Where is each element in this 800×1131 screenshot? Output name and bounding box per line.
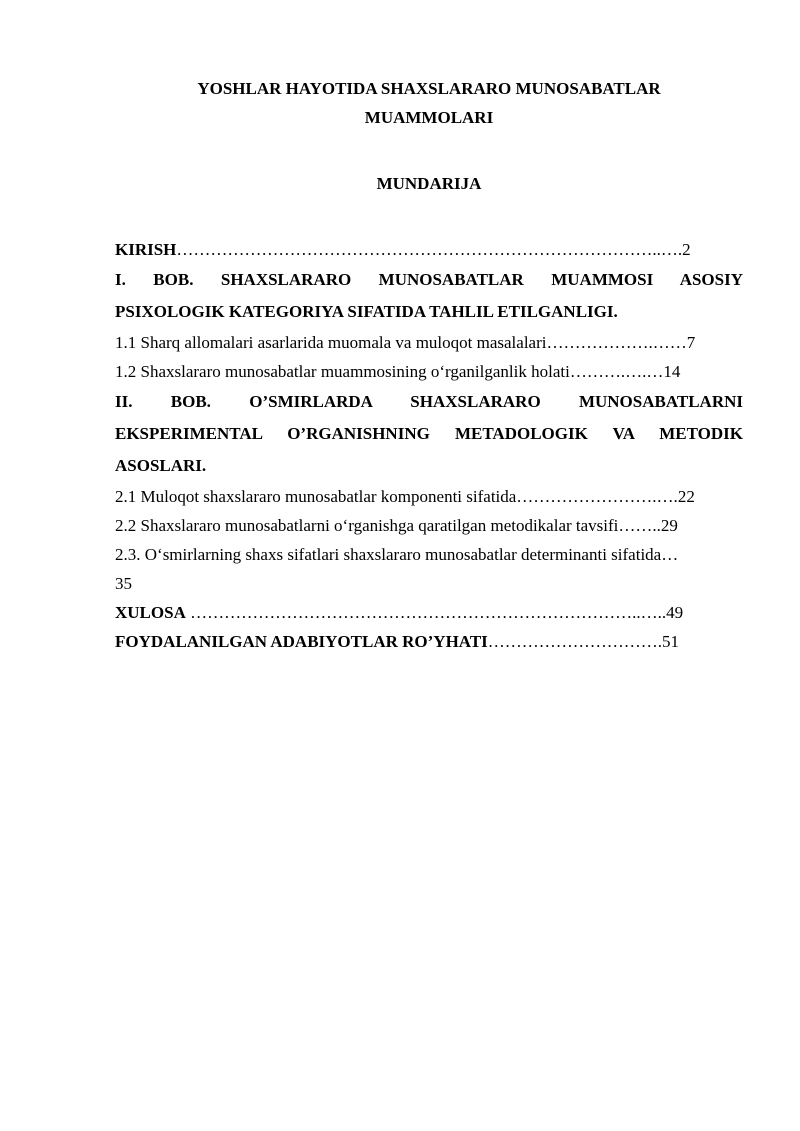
toc-chapter-2[interactable] [115, 386, 743, 482]
toc-entry-label: FOYDALANILGAN ADABIYOTLAR RO’YHATI [115, 632, 488, 651]
toc-entry-page: 7 [686, 333, 696, 352]
contents-heading: MUNDARIJA [376, 174, 482, 193]
toc-entry-page: 49 [666, 603, 684, 622]
toc-entry-2-3[interactable] [115, 540, 743, 598]
toc-entry-leader: …………………………. [487, 632, 663, 651]
toc-entry-text: 1.1 Sharq allomalari asarlarida muomala va muloqot masalalari……………….…… [115, 333, 687, 352]
toc-entry-page: 22 [677, 487, 695, 506]
toc-entry-text: 2.2 Shaxslararo munosabatlarni o‘rganishga qaratilgan metodikalar tavsifi…….. [115, 516, 661, 535]
toc-chapter-1-line-2: PSIXOLOGIK KATEGORIYA SIFATIDA TAHLIL ETILGANLIGI. [115, 302, 618, 321]
toc-entry-xulosa[interactable] [115, 598, 743, 627]
toc-entry-label: XULOSA [115, 603, 186, 622]
toc-entry-text: 1.2 Shaxslararo munosabatlar muammosining o‘rganilganlik holati……….….… [115, 362, 664, 381]
document-title-line-2: MUAMMOLARI [364, 108, 494, 127]
toc-entry-leader: …………………………………………………………………………..…. [176, 240, 683, 259]
toc-entry-1-1[interactable] [115, 328, 743, 357]
toc-entry-page: 29 [660, 516, 678, 535]
toc-entry-text: 2.3. O‘smirlarning shaxs sifatlari shaxslararo munosabatlar determinanti sifatida… [115, 545, 679, 564]
toc-chapter-2-line-3: ASOSLARI. [115, 456, 207, 475]
toc-chapter-1-line-1: I. BOB. SHAXSLARARO MUNOSABATLAR MUAMMOSI ASOSIY [115, 270, 743, 289]
toc-entry-text: 2.1 Muloqot shaxslararo munosabatlar komponenti sifatida…………………….…. [115, 487, 678, 506]
toc-chapter-1[interactable] [115, 264, 743, 328]
toc-chapter-2-line-2: EKSPERIMENTAL O’RGANISHNING METADOLOGIK VA METODIK [115, 424, 743, 443]
toc-entry-2-2[interactable] [115, 511, 743, 540]
toc-chapter-2-line-1: II. BOB. O’SMIRLARDA SHAXSLARARO MUNOSABATLARNI [115, 392, 743, 411]
toc-entry-page: 51 [662, 632, 680, 651]
toc-entry-kirish[interactable] [115, 235, 743, 264]
toc-entry-leader: ……………………………………………………………………..….. [185, 603, 667, 622]
toc-entry-label: KIRISH [115, 240, 177, 259]
document-title [115, 74, 743, 132]
toc-entry-page: 35 [115, 574, 132, 593]
toc-entry-page: 2 [682, 240, 691, 259]
toc-entry-2-1[interactable] [115, 482, 743, 511]
toc-entry-adabiyotlar[interactable] [115, 627, 743, 656]
toc-entry-1-2[interactable] [115, 357, 743, 386]
table-of-contents [115, 235, 743, 656]
toc-entry-page: 14 [663, 362, 681, 381]
document-title-line-1: YOSHLAR HAYOTIDA SHAXSLARARO MUNOSABATLAR [197, 79, 661, 98]
